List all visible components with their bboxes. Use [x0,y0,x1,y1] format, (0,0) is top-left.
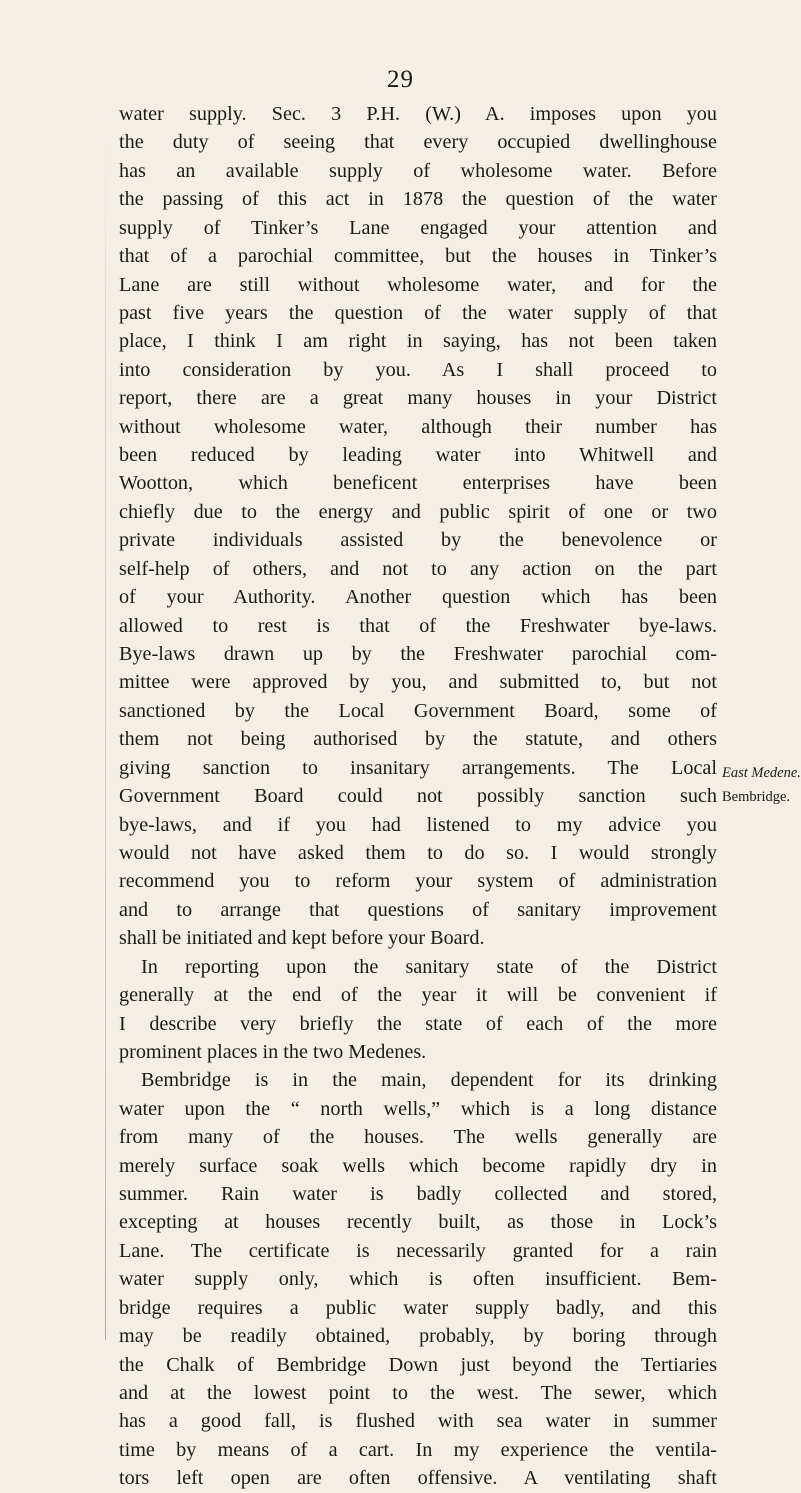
text-line: Government Board could not possibly sanction such [119,785,717,808]
page-edge-shadow [105,140,106,1340]
text-line: has a good fall, is flushed with sea water in summer [119,1410,717,1433]
text-line: I describe very briefly the state of each of the more [119,1012,717,1035]
body-text [119,100,717,1493]
text-line: bridge requires a public water supply badly, and this [119,1296,717,1319]
text-line: water supply only, which is often insufficient. Bem- [119,1268,717,1291]
margin-note-east-medene: East Medene. [722,765,801,781]
text-line: and at the lowest point to the west. The sewer, which [119,1381,717,1404]
text-line: shall be initiated and kept before your Board. [119,927,485,950]
text-line: Bye-laws drawn up by the Freshwater parochial com- [119,643,717,666]
text-line: sanctioned by the Local Government Board, some of [119,699,717,722]
text-line: the duty of seeing that every occupied dwellinghouse [119,131,717,154]
text-line: supply of Tinker’s Lane engaged your attention and [119,216,717,239]
text-line: been reduced by leading water into Whitwell and [119,444,717,467]
text-line: Bembridge is in the main, dependent for its drinking [141,1069,717,1092]
text-line: would not have asked them to do so. I would strongly [119,841,717,864]
text-line: without wholesome water, although their number has [119,415,717,438]
text-line: In reporting upon the sanitary state of the District [141,955,717,978]
text-line: generally at the end of the year it will be convenient if [119,984,717,1007]
text-line: water supply. Sec. 3 P.H. (W.) A. imposes upon you [119,103,717,125]
page-number: 29 [387,66,414,93]
text-line: place, I think I am right in saying, has not been taken [119,330,717,353]
text-line: excepting at houses recently built, as those in Lock’s [119,1211,717,1234]
text-line: mittee were approved by you, and submitted to, but not [119,671,717,694]
text-line: water upon the “ north wells,” which is a long distance [119,1097,717,1120]
text-line: tors left open are often offensive. A ventilating shaft [119,1467,717,1490]
margin-note-bembridge: Bembridge. [722,789,791,805]
text-line: from many of the houses. The wells generally are [119,1126,717,1149]
text-line: that of a parochial committee, but the houses in Tinker’s [119,245,717,268]
text-line: giving sanction to insanitary arrangements. The Local [119,756,717,779]
text-line: into consideration by you. As I shall proceed to [119,358,717,381]
text-line: the passing of this act in 1878 the question of the water [119,188,717,211]
text-line: the Chalk of Bembridge Down just beyond the Tertiaries [119,1353,717,1376]
text-line: self-help of others, and not to any action on the part [119,557,717,580]
text-line: chiefly due to the energy and public spirit of one or two [119,500,717,523]
text-line: summer. Rain water is badly collected and stored, [119,1183,717,1206]
text-line: time by means of a cart. In my experience the ventila- [119,1438,717,1461]
text-line: Lane are still without wholesome water, and for the [119,273,717,296]
text-line: bye-laws, and if you had listened to my advice you [119,813,717,836]
text-line: may be readily obtained, probably, by boring through [119,1325,717,1348]
text-line: report, there are a great many houses in your District [119,387,717,410]
text-line: has an available supply of wholesome water. Before [119,159,717,182]
text-line: past five years the question of the water supply of that [119,301,717,324]
text-line: prominent places in the two Medenes. [119,1040,427,1063]
text-line: and to arrange that questions of sanitary improvement [119,898,717,921]
text-line: private individuals assisted by the benevolence or [119,529,717,552]
text-line: of your Authority. Another question which has been [119,586,717,609]
text-line: Wootton, which beneficent enterprises have been [119,472,717,495]
text-line: recommend you to reform your system of administration [119,870,717,893]
text-line: Lane. The certificate is necessarily granted for a rain [119,1239,717,1262]
text-line: them not being authorised by the statute, and others [119,728,717,751]
text-line: merely surface soak wells which become rapidly dry in [119,1154,717,1177]
text-line: allowed to rest is that of the Freshwater bye-laws. [119,614,717,637]
